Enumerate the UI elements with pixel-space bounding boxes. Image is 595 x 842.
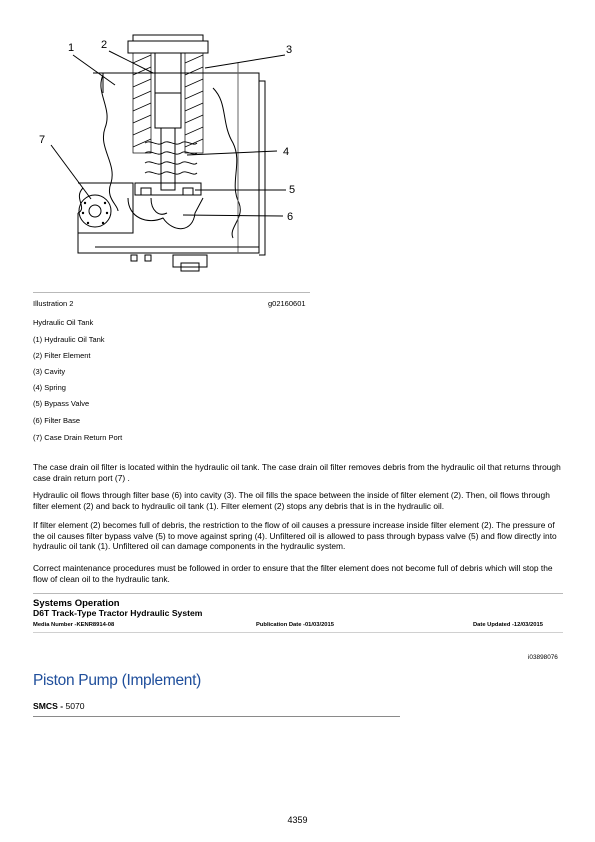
meta-divider bbox=[33, 632, 563, 633]
body-paragraph: If filter element (2) becomes full of debris, the restriction to the flow of oil causes a pressure increase inside filter element (2). The pressure of the oil causes filter bypass valve (5) to move against spring (4). Unfiltered oil is allowed to pass through bypass valve (5) and flow directly into hydraulic oil tank (1). Unfiltered oil can damage components in the hydraulic system. bbox=[33, 520, 557, 552]
header-divider bbox=[33, 593, 563, 594]
page-title: Piston Pump (Implement) bbox=[33, 672, 201, 689]
illustration-title: Hydraulic Oil Tank bbox=[33, 318, 94, 327]
callout-2: 2 bbox=[101, 39, 108, 51]
body-paragraph: The case drain oil filter is located within the hydraulic oil tank. The case drain oil filter removes debris from the hydraulic oil that returns through case drain return port (7) . bbox=[33, 462, 561, 483]
publication-date: Publication Date -01/03/2015 bbox=[256, 622, 334, 628]
callout-4: 4 bbox=[283, 146, 290, 158]
callout-5: 5 bbox=[289, 184, 296, 196]
legend-item: (4) Spring bbox=[33, 383, 66, 392]
illustration-drawing bbox=[33, 33, 308, 283]
media-number: Media Number -KENR8914-08 bbox=[33, 622, 115, 628]
caption-divider bbox=[33, 292, 310, 293]
smcs-value: 5070 bbox=[65, 701, 85, 711]
legend-item: (7) Case Drain Return Port bbox=[33, 433, 123, 442]
page-number: 4359 bbox=[287, 815, 308, 825]
smcs-label: SMCS - bbox=[33, 701, 64, 711]
legend-item: (3) Cavity bbox=[33, 367, 66, 376]
graphic-id: g02160601 bbox=[268, 299, 306, 308]
document-id: i03898076 bbox=[528, 654, 558, 661]
callout-6: 6 bbox=[287, 211, 294, 223]
body-paragraph: Hydraulic oil flows through filter base (6) into cavity (3). The oil fills the space between the inside of filter element (2). Then, oil flows through filter element (2) and back to hydraulic oil tank (1). Filter element (2) stops any debris that is in the hydraulic oil. bbox=[33, 490, 550, 511]
title-divider bbox=[33, 716, 400, 717]
hydraulic-oil-tank-illustration bbox=[33, 33, 308, 283]
legend-item: (1) Hydraulic Oil Tank bbox=[33, 335, 105, 344]
illustration-label: Illustration 2 bbox=[33, 299, 74, 308]
smcs-line bbox=[33, 701, 85, 711]
legend-item: (2) Filter Element bbox=[33, 351, 91, 360]
callout-7: 7 bbox=[39, 134, 46, 146]
date-updated: Date Updated -12/03/2015 bbox=[473, 622, 543, 628]
machine-title: D6T Track-Type Tractor Hydraulic System bbox=[33, 608, 203, 618]
body-paragraph: Correct maintenance procedures must be followed in order to ensure that the filter element does not become full of debris which will stop the flow of clean oil to the hydraulic tank. bbox=[33, 563, 553, 584]
legend-item: (5) Bypass Valve bbox=[33, 399, 90, 408]
legend-item: (6) Filter Base bbox=[33, 416, 81, 425]
section-heading: Systems Operation bbox=[33, 598, 120, 609]
callout-3: 3 bbox=[286, 44, 293, 56]
callout-1: 1 bbox=[68, 42, 75, 54]
